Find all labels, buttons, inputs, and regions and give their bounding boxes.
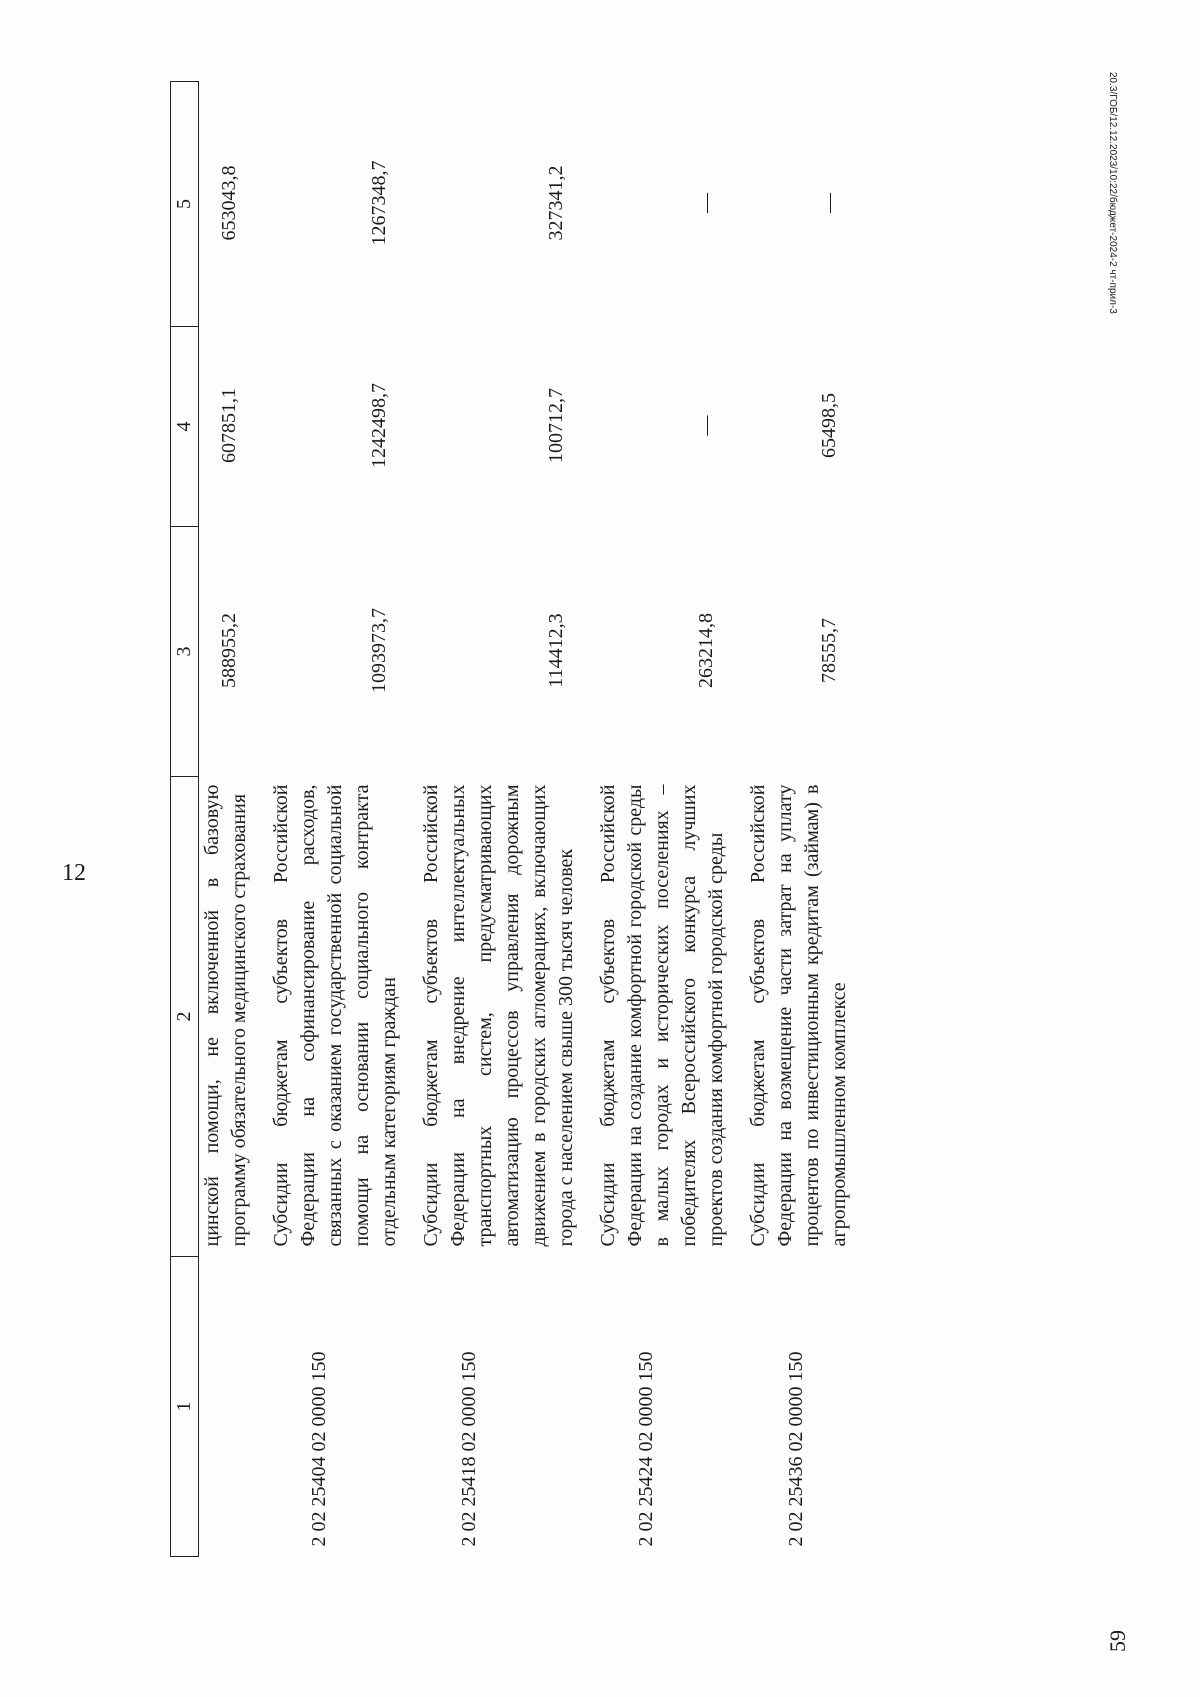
table-row [745, 82, 868, 1557]
row-code: 2 02 25436 02 0000 150 [784, 1351, 807, 1547]
row-value-col5: 1267348,7 [368, 160, 391, 246]
row-value-col3: 588955,2 [218, 613, 241, 688]
row-description: цинской помощи, не включенной в базовую программу обязательного медицинского страхования [201, 784, 251, 1247]
row-value-col4: 607851,1 [218, 388, 241, 463]
row-value-col3: 1093973,7 [368, 608, 391, 693]
row-code: 2 02 25424 02 0000 150 [634, 1351, 657, 1547]
row-description: Субсидии бюджетам субъектов Российской Федерации на внедрение интеллектуальных транспортных систем, предусматривающих автоматизацию процессов управления дорожным движением в городских агломерациях, включающих города с населением свыше 300 тысяч человек [419, 784, 578, 1247]
page-number: 59 [1105, 1630, 1130, 1652]
rotated-table-container [170, 82, 1000, 1557]
column-header-4: 4 [171, 327, 199, 527]
row-value-col4: 65498,5 [818, 393, 841, 458]
row-description: Субсидии бюджетам субъектов Российской Федерации на возмещение части затрат на уплату процентов по инвестиционным кредитам (займам) в агропромышленном комплексе [746, 784, 851, 1247]
table-row [595, 82, 745, 1557]
row-value-col5: — [695, 193, 718, 213]
row-value-col3: 114412,3 [545, 613, 568, 688]
row-value-col5: 327341,2 [545, 165, 568, 241]
row-value-col5: — [818, 193, 841, 213]
row-value-col4: 1242498,7 [368, 383, 391, 468]
table-row [268, 82, 418, 1557]
row-code [199, 1257, 268, 1557]
row-code: 2 02 25404 02 0000 150 [307, 1351, 330, 1547]
header-row [171, 82, 199, 1557]
row-description: Субсидии бюджетам субъектов Российской Федерации на создание комфортной городской среды в малых городах и исторических поселениях – победителях Всероссийского конкурса лучших проектов создания комфортной городской среды [596, 784, 728, 1247]
column-header-1: 1 [171, 1257, 199, 1557]
row-value-col4: — [695, 415, 718, 436]
table-row [418, 82, 595, 1557]
row-value-col4: 100712,7 [545, 388, 568, 463]
table-row [199, 82, 268, 1557]
budget-table [170, 81, 867, 1557]
document-footer-code: 20.3/ГОБ/12.12.2023/10:22/бюджет-2024-2 чт-прил-3 [1107, 72, 1118, 314]
column-header-5: 5 [171, 82, 199, 327]
column-header-2: 2 [171, 777, 199, 1257]
column-header-3: 3 [171, 527, 199, 777]
row-code: 2 02 25418 02 0000 150 [457, 1351, 480, 1547]
row-value-col3: 78555,7 [818, 618, 841, 683]
row-value-col3: 263214,8 [695, 613, 718, 688]
row-description: Субсидии бюджетам субъектов Российской Федерации на софинансирование расходов, связанных с оказанием государственной социальной помощи на основании социального контракта отдельным категориям граждан [269, 784, 401, 1247]
header-page-number: 12 [62, 860, 86, 886]
row-value-col5: 653043,8 [218, 165, 241, 241]
